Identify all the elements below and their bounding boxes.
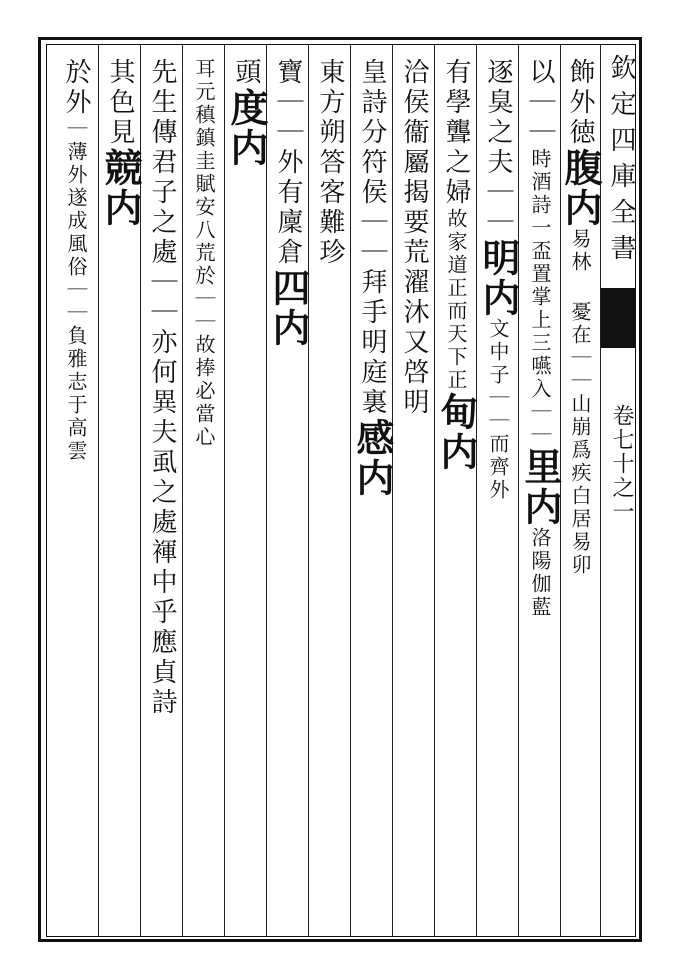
text-column-11	[142, 58, 182, 718]
column-rule	[182, 44, 183, 937]
column-rule	[266, 44, 267, 937]
text-run: 於外	[61, 58, 91, 118]
headword: 明内	[476, 238, 521, 318]
headword: 度内	[224, 88, 269, 168]
text-column-10	[184, 58, 224, 449]
headword: 里内	[518, 447, 563, 527]
book-title: 欽定四庫全書	[606, 54, 636, 270]
citation-text: ｜薄外遂成風俗｜｜負雅志于高雲	[64, 118, 88, 463]
text-column-2	[518, 58, 563, 619]
text-run: 頭	[231, 58, 261, 88]
column-rule	[308, 44, 309, 937]
text-column-5	[394, 58, 434, 418]
headword: 四内	[266, 268, 311, 348]
citation-text: 時酒詩一盃置掌上三嚥入｜｜	[528, 148, 552, 447]
text-column-7	[310, 58, 350, 268]
text-column-13	[56, 58, 96, 463]
text-run: 皇詩分符侯｜｜拜手明庭裏	[357, 58, 387, 418]
citation-text: 故家道正而天下正	[444, 208, 468, 392]
citation-text: 耳元稹鎮圭賦安八荒於｜｜故捧必當心	[192, 58, 216, 449]
text-run: 東方朔答客難珍	[315, 58, 345, 268]
text-column-8	[266, 58, 311, 348]
text-column-4	[434, 58, 479, 472]
text-column-3	[476, 58, 521, 502]
text-column-12	[98, 58, 143, 228]
column-rule	[476, 44, 477, 937]
headword: 腹内	[558, 148, 603, 228]
text-column-9	[224, 58, 269, 168]
text-run: 洽侯衞屬揭要荒濯沐又啓明	[399, 58, 429, 418]
citation-text: 易林 憂在｜｜山崩爲疾白居易卯	[568, 228, 592, 577]
text-run: 飾外徳	[565, 58, 595, 148]
headword: 感内	[350, 418, 395, 498]
text-run: 其色見	[105, 58, 135, 148]
volume-label: 卷七十之一	[609, 404, 634, 524]
fish-tail-mark	[600, 288, 636, 348]
text-column-6	[350, 58, 395, 498]
text-run: 逐臭之夫｜｜	[483, 58, 513, 238]
headword: 競内	[98, 148, 143, 228]
headword: 甸内	[434, 392, 479, 472]
text-column-1	[558, 58, 603, 577]
text-run: 有學聾之婦	[441, 58, 471, 208]
column-rule	[224, 44, 225, 937]
text-run: 先生傳君子之處｜｜亦何異夫虱之處褌中乎應貞詩	[147, 58, 177, 718]
text-run: 寶｜｜外有廩倉	[273, 58, 303, 268]
citation-text: 文中子｜｜而齊外	[486, 318, 510, 502]
column-rule	[434, 44, 435, 937]
text-run: 以｜｜	[525, 58, 555, 148]
citation-text: 洛陽伽藍	[528, 527, 552, 619]
